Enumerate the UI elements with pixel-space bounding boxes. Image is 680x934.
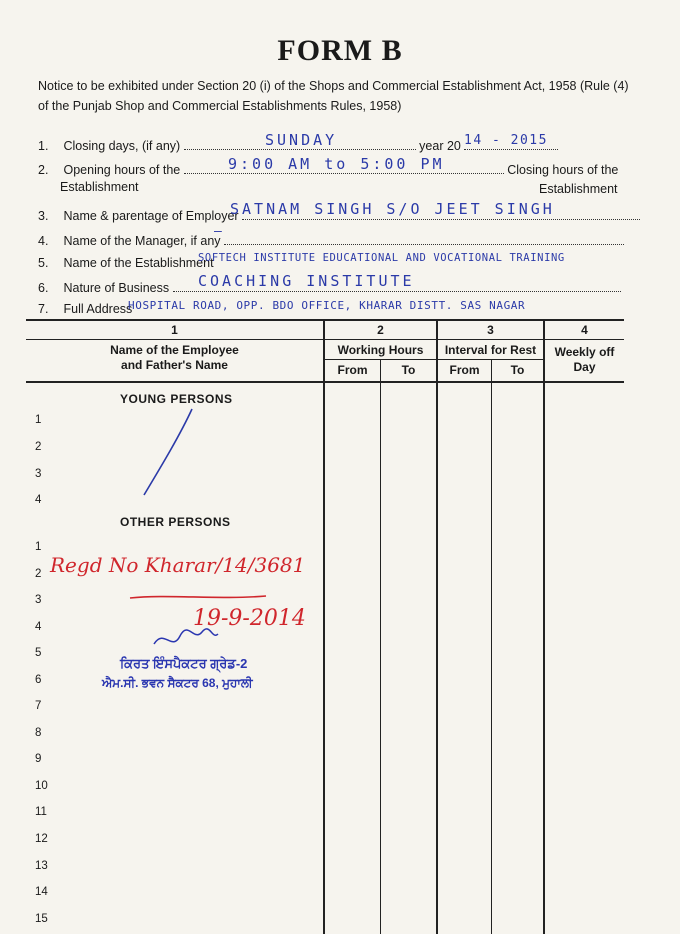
field-label: Name of the Establishment — [63, 256, 214, 270]
table-top-border — [26, 319, 624, 321]
table-col-line — [323, 319, 325, 934]
section-other-persons: OTHER PERSONS — [120, 515, 231, 529]
row-number: 2 — [35, 568, 42, 580]
header-working-hours: Working Hours — [337, 343, 424, 357]
header-from: From — [449, 363, 480, 377]
field-number: 5. — [38, 256, 49, 270]
table-col-line — [543, 319, 545, 934]
registration-number: Regd No Kharar/14/3681 — [50, 553, 306, 577]
field-number: 4. — [38, 234, 49, 248]
field-label: Name of the Manager, if any — [63, 234, 221, 248]
stamp-line-1: ਕਿਰਤ ਇੰਸਪੈਕਟਰ ਗ੍ਰੇਡ-2 — [120, 656, 248, 671]
manager-value: — — [214, 224, 224, 239]
year-label: year 20 — [419, 139, 461, 153]
closing-establishment-label: Establishment — [539, 182, 618, 196]
field-number: 7. — [38, 302, 49, 316]
row-number: 1 — [35, 414, 42, 426]
row-number: 4 — [35, 621, 42, 633]
employer-value: SATNAM SINGH S/O JEET SINGH — [230, 200, 555, 218]
field-label: Closing days, (if any) — [63, 139, 181, 153]
header-father-name: and Father's Name — [121, 358, 228, 372]
establishment-label: Establishment — [60, 180, 139, 194]
header-day: Day — [573, 360, 596, 374]
row-number: 1 — [35, 541, 42, 553]
col-number-3: 3 — [487, 323, 494, 337]
header-interval-rest: Interval for Rest — [444, 343, 537, 357]
field-label: Full Address — [63, 302, 133, 316]
field-label: Opening hours of the — [63, 163, 181, 177]
stamp-line-2: ਐਮ.ਸੀ. ਭਵਨ ਸੈਕਟਰ 68, ਮੁਹਾਲੀ — [102, 676, 253, 690]
dotted-line — [224, 232, 624, 245]
row-number: 10 — [35, 780, 48, 792]
table-col-line — [491, 359, 492, 934]
table-col-line — [436, 319, 438, 934]
row-number: 3 — [35, 594, 42, 606]
field-address — [38, 302, 132, 316]
year-value: 14 - 2015 — [464, 133, 548, 148]
registration-date: 19-9-2014 — [193, 606, 306, 631]
field-number: 2. — [38, 163, 49, 177]
row-number: 14 — [35, 886, 48, 898]
row-number: 2 — [35, 441, 42, 453]
notice-text: Notice to be exhibited under Section 20 (i) of the Shops and Commercial Establishment Act, 1958 (Rule (4) of the Punjab Shop and Commercial Establishments Rules, 1958) — [38, 79, 629, 113]
header-employee-name: Name of the Employee — [110, 343, 239, 357]
row-number: 13 — [35, 860, 48, 872]
row-number: 8 — [35, 727, 42, 739]
header-weekly-off: Weekly off — [554, 345, 615, 359]
header-to: To — [510, 363, 525, 377]
address-value: HOSPITAL ROAD, OPP. BDO OFFICE, KHARAR DISTT. SAS NAGAR — [128, 299, 526, 312]
row-number: 5 — [35, 647, 42, 659]
field-number: 1. — [38, 139, 49, 153]
header-from: From — [337, 363, 368, 377]
row-number: 3 — [35, 468, 42, 480]
row-number: 4 — [35, 494, 42, 506]
row-number: 11 — [35, 806, 47, 818]
field-label: Name & parentage of Employer — [63, 209, 239, 223]
table-line — [26, 339, 624, 340]
establishment-name-value: SOFTECH INSTITUTE EDUCATIONAL AND VOCATIONAL TRAINING — [198, 252, 565, 264]
header-to: To — [401, 363, 416, 377]
field-manager — [38, 232, 624, 248]
field-establishment-name — [38, 256, 214, 270]
row-number: 12 — [35, 833, 48, 845]
red-underline — [128, 592, 268, 604]
opening-hours-value: 9:00 AM to 5:00 PM — [228, 155, 445, 173]
field-label: Nature of Business — [63, 281, 170, 295]
signature — [150, 622, 220, 654]
closing-days-value: SUNDAY — [265, 131, 338, 149]
nature-business-value: COACHING INSTITUTE — [198, 272, 415, 290]
col-number-4: 4 — [581, 323, 588, 337]
table-line — [323, 359, 543, 360]
row-number: 7 — [35, 700, 42, 712]
table-col-line — [380, 359, 381, 934]
closing-hours-label: Closing hours of the — [507, 163, 619, 177]
row-number: 15 — [35, 913, 48, 925]
form-title: FORM B — [277, 34, 403, 67]
strike-through-mark — [140, 405, 200, 500]
col-number-1: 1 — [171, 323, 178, 337]
field-number: 3. — [38, 209, 49, 223]
row-number: 9 — [35, 753, 42, 765]
table-header-border — [26, 381, 624, 383]
field-number: 6. — [38, 281, 49, 295]
col-number-2: 2 — [377, 323, 384, 337]
section-young-persons: YOUNG PERSONS — [120, 392, 233, 406]
row-number: 6 — [35, 674, 42, 686]
